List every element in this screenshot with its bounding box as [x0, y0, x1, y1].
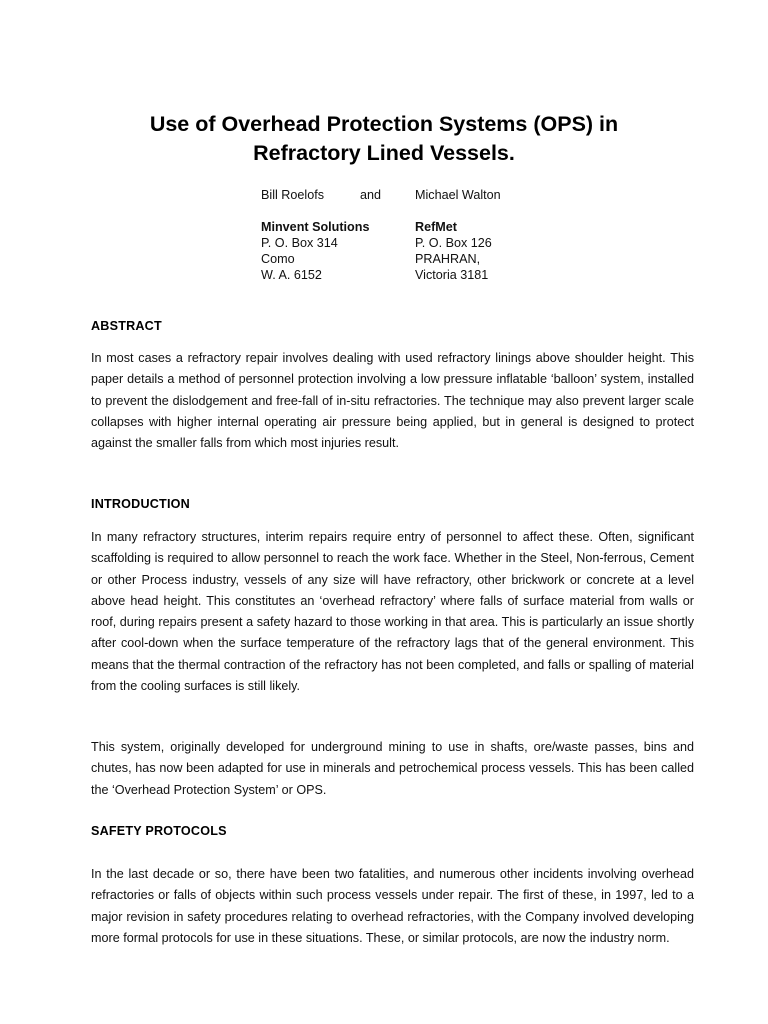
paragraph-text: In the last decade or so, there have been two fatalities, and numerous other incidents involving overhead refractories or falls of objects within such process vessels under repair. The first of these, in 1997, led to a major revision in safety procedures relating to overhead refractories, with the Company involved developing more formal protocols for use in these situations. These, or similar protocols, are now the industry norm.: [91, 867, 694, 945]
affiliation-1: [261, 219, 369, 283]
author-conjunction: and: [360, 188, 382, 202]
title-line-2: Refractory Lined Vessels.: [253, 141, 515, 165]
affiliation-org: Minvent Solutions: [261, 220, 370, 234]
paper-title: [0, 110, 768, 168]
section-heading-safety-protocols: SAFETY PROTOCOLS: [91, 824, 227, 838]
affiliation-address-line: Victoria 3181: [415, 268, 489, 282]
introduction-paragraph-2: [91, 737, 694, 801]
author-1: Bill Roelofs: [261, 188, 324, 202]
affiliation-org: RefMet: [415, 220, 457, 234]
affiliation-address-line: P. O. Box 314: [261, 236, 338, 250]
affiliation-address-line: PRAHRAN,: [415, 252, 481, 266]
section-heading-introduction: INTRODUCTION: [91, 497, 190, 511]
section-heading-abstract: ABSTRACT: [91, 319, 162, 333]
title-line-1: Use of Overhead Protection Systems (OPS) in: [149, 112, 619, 136]
author-2: Michael Walton: [415, 188, 501, 202]
paragraph-text: This system, originally developed for underground mining to use in shafts, ore/waste passes, bins and chutes, has now been adapted for use in minerals and petrochemical process vessels. This has been called the ‘Overhead Protection System’ or OPS.: [91, 740, 694, 797]
safety-paragraph: [91, 864, 694, 949]
paragraph-text: In many refractory structures, interim repairs require entry of personnel to affect these. Often, significant scaffolding is required to allow personnel to reach the work face. Whether in the Steel, Non-ferrous, Cement or other Process industry, vessels of any size will have refractory, other brickwork or concrete at a level above head height. This constitutes an ‘overhead refractory’ where falls of surface material from walls or roof, during repairs present a safety hazard to those working in that area. This is particularly an issue shortly after cool-down when the surface temperature of the refractory lags that of the general environment. This means that the thermal contraction of the refractory has not been completed, and falls or spalling of material from the cooling surfaces is still likely.: [91, 530, 694, 694]
affiliation-address-line: W. A. 6152: [261, 268, 322, 282]
affiliation-address-line: P. O. Box 126: [415, 236, 492, 250]
introduction-paragraph-1: [91, 527, 694, 697]
affiliation-2: [415, 219, 492, 283]
abstract-paragraph: [91, 348, 694, 454]
paragraph-text: In most cases a refractory repair involves dealing with used refractory linings above shoulder height. This paper details a method of personnel protection involving a low pressure inflatable ‘balloon’ system, installed to prevent the dislodgement and free-fall of in-situ refractories. The technique may also prevent larger scale collapses with higher internal operating air pressure being applied, but in general is designed to protect against the smaller falls from which most injuries result.: [91, 351, 694, 451]
affiliation-address-line: Como: [261, 252, 295, 266]
